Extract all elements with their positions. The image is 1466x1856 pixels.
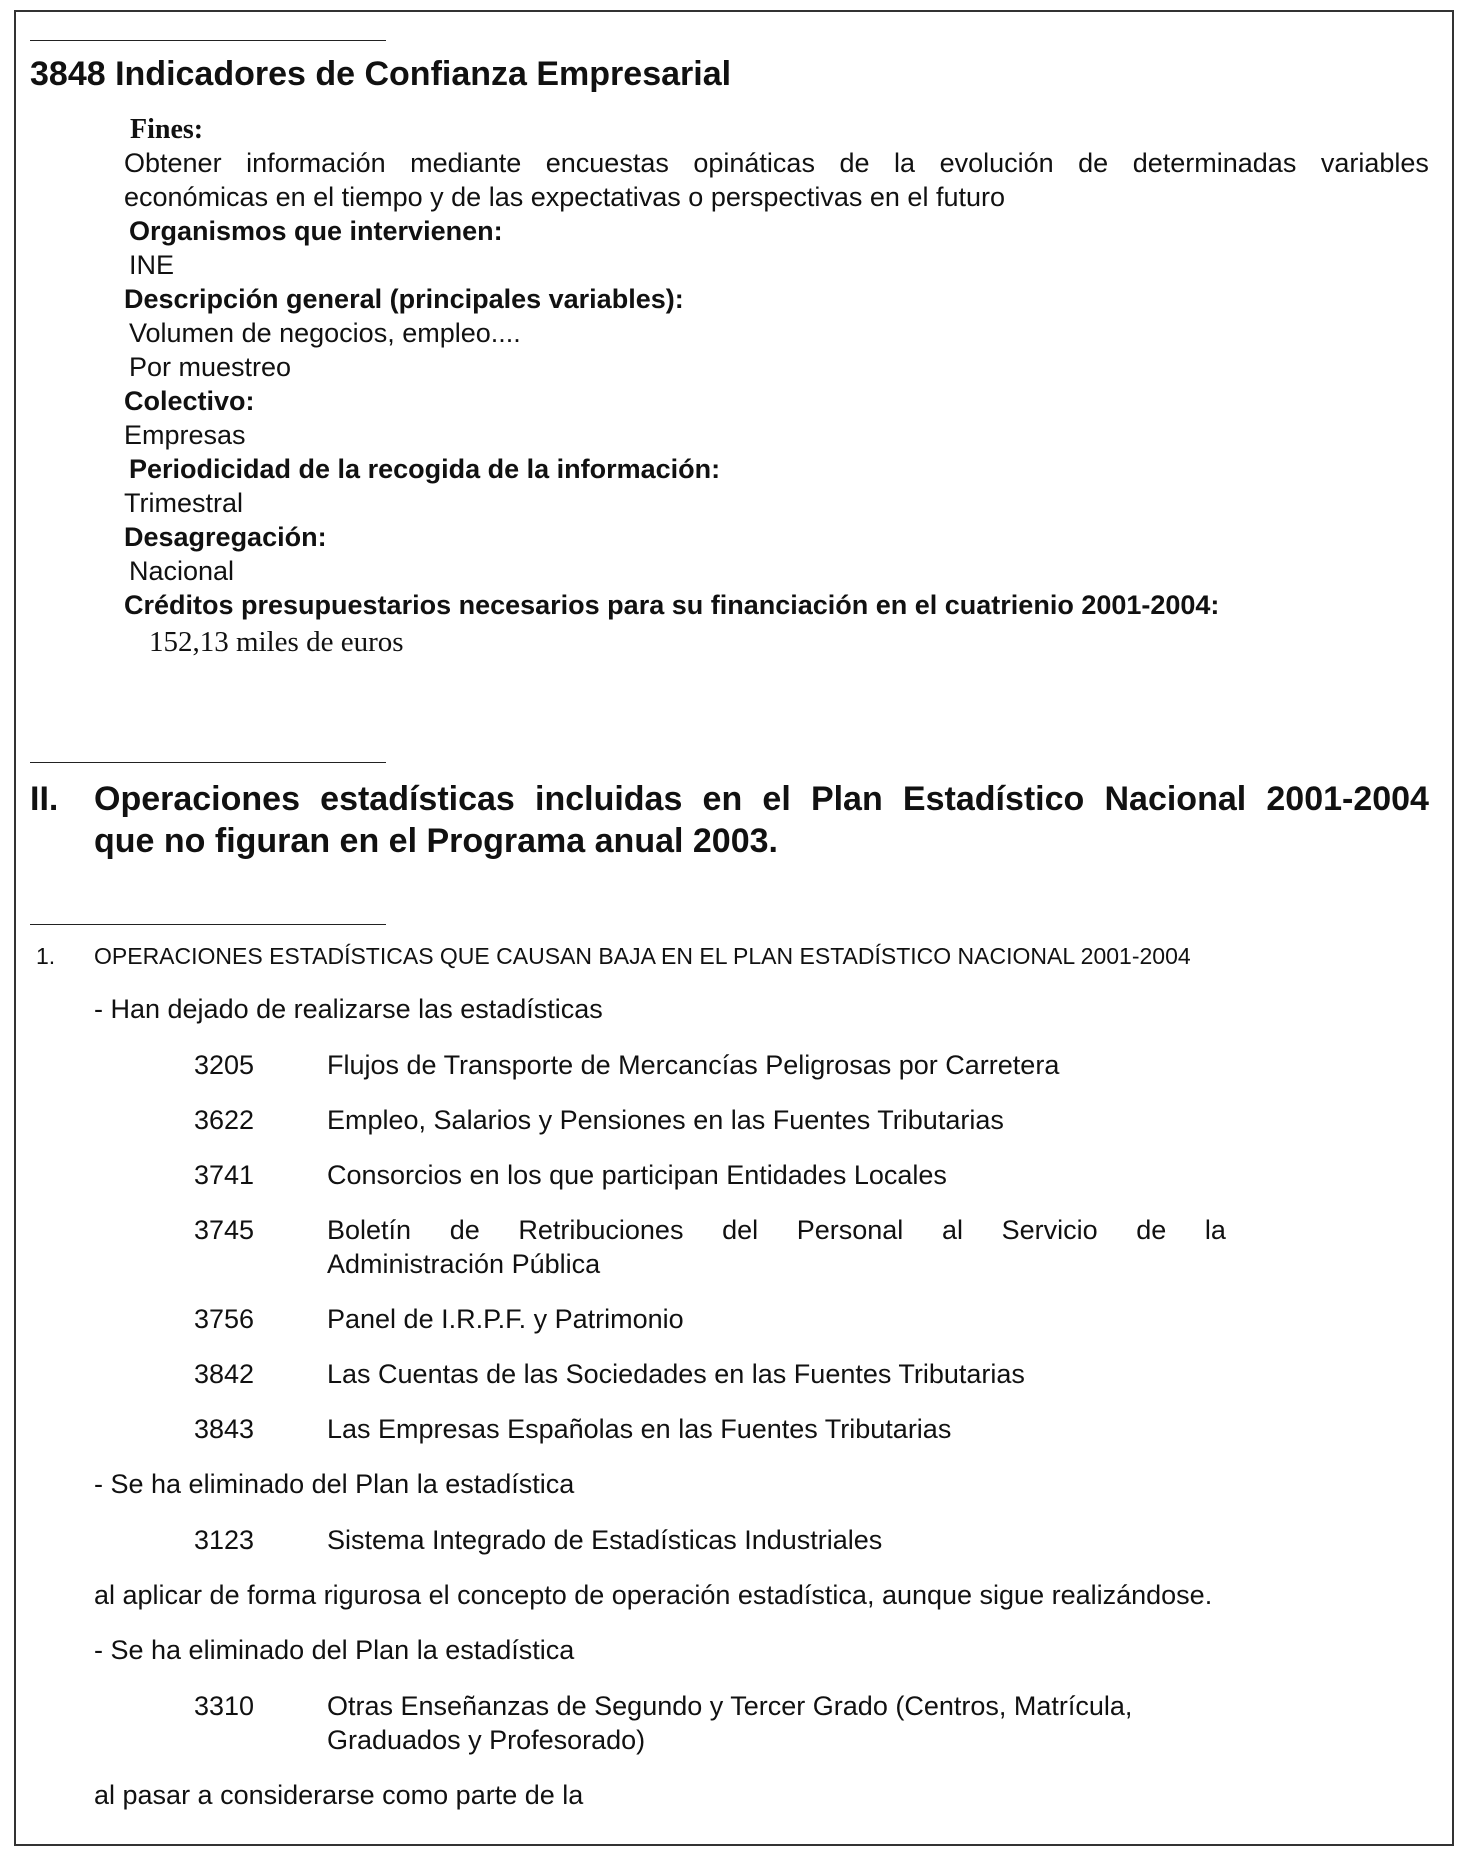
intro-text: - Se ha eliminado del Plan la estadística — [94, 1635, 575, 1665]
item-title-line2: Graduados y Profesorado) — [327, 1725, 646, 1755]
word: en — [702, 780, 743, 818]
creditos-label: Créditos presupuestarios necesarios para su financiación en el cuatrienio 2001-2004: — [124, 590, 1220, 620]
word: de — [1136, 1215, 1167, 1245]
descripcion-label: Descripción general (principales variables): — [124, 284, 684, 314]
item-title: Flujos de Transporte de Mercancías Peligrosas por Carretera — [327, 1050, 1060, 1080]
colectivo-value: Empresas — [124, 420, 246, 450]
section-heading: OPERACIONES ESTADÍSTICAS QUE CAUSAN BAJA EN EL PLAN ESTADÍSTICO NACIONAL 2001-2004 — [94, 943, 1191, 969]
section-number: II. — [30, 780, 59, 818]
note-text: al aplicar de forma rigurosa el concepto de operación estadística, aunque sigue realizándose. — [94, 1580, 1213, 1610]
creditos-value: 152,13 miles de euros — [149, 626, 404, 658]
word: Operaciones — [94, 780, 300, 818]
word: de — [1078, 148, 1109, 178]
item-title: Consorcios en los que participan Entidades Locales — [327, 1160, 947, 1190]
word: variables — [1320, 148, 1429, 178]
periodicidad-label: Periodicidad de la recogida de la información: — [129, 454, 721, 484]
word: Servicio — [1001, 1215, 1098, 1245]
item-title: Las Empresas Españolas en las Fuentes Tributarias — [327, 1414, 952, 1444]
separator-rule — [30, 762, 386, 763]
item-code: 3205 — [194, 1050, 255, 1080]
word: del — [722, 1215, 759, 1245]
section-title: 3848 Indicadores de Confianza Empresarial — [30, 55, 732, 93]
note-text: al pasar a considerarse como parte de la — [94, 1780, 584, 1810]
word: incluidas — [535, 780, 683, 818]
item-code: 3842 — [194, 1359, 255, 1389]
item-code: 3745 — [194, 1215, 255, 1245]
word: evolución — [939, 148, 1054, 178]
word: la — [1204, 1215, 1226, 1245]
item-title: Sistema Integrado de Estadísticas Industriales — [327, 1525, 883, 1555]
desagregacion-value: Nacional — [129, 556, 235, 586]
word: información — [246, 148, 386, 178]
word: al — [941, 1215, 963, 1245]
word: mediante — [410, 148, 522, 178]
organismos-value: INE — [129, 250, 175, 280]
colectivo-label: Colectivo: — [124, 386, 255, 416]
desagregacion-label: Desagregación: — [124, 522, 327, 552]
item-title: Empleo, Salarios y Pensiones en las Fuentes Tributarias — [327, 1105, 1004, 1135]
section-title-line2: que no figuran en el Programa anual 2003. — [94, 822, 778, 860]
descripcion-value-2: Por muestreo — [129, 352, 292, 382]
organismos-label: Organismos que intervienen: — [129, 216, 503, 246]
intro-text: - Se ha eliminado del Plan la estadística — [94, 1469, 575, 1499]
word: determinadas — [1132, 148, 1297, 178]
item-code: 3843 — [194, 1414, 255, 1444]
fines-text-line2: económicas en el tiempo y de las expectativas o perspectivas en el futuro — [124, 182, 1005, 212]
word: estadísticas — [320, 780, 515, 818]
word: Nacional — [1104, 780, 1247, 818]
item-title-line1 — [327, 1215, 1226, 1246]
word: la — [894, 148, 916, 178]
word: Estadístico — [902, 780, 1085, 818]
item-code: 3622 — [194, 1105, 255, 1135]
periodicidad-value: Trimestral — [124, 488, 243, 518]
item-code: 3756 — [194, 1304, 255, 1334]
word: el — [762, 780, 791, 818]
list-number: 1. — [36, 943, 56, 969]
word: de — [449, 1215, 480, 1245]
item-code: 3123 — [194, 1525, 255, 1555]
fines-text-line1 — [124, 148, 1429, 179]
section-title-line1 — [94, 780, 1429, 819]
word: Personal — [796, 1215, 904, 1245]
item-code: 3310 — [194, 1691, 255, 1721]
word: opináticas — [693, 148, 815, 178]
word: Retribuciones — [518, 1215, 684, 1245]
fines-label: Fines: — [130, 114, 204, 145]
item-title: Panel de I.R.P.F. y Patrimonio — [327, 1304, 684, 1334]
descripcion-value-1: Volumen de negocios, empleo.... — [129, 318, 521, 348]
word: de — [839, 148, 870, 178]
item-title: Las Cuentas de las Sociedades en las Fuentes Tributarias — [327, 1359, 1025, 1389]
item-title-line2: Administración Pública — [327, 1249, 601, 1279]
word: Plan — [810, 780, 883, 818]
item-title-line1: Otras Enseñanzas de Segundo y Tercer Grado (Centros, Matrícula, — [327, 1691, 1133, 1721]
separator-rule — [30, 40, 386, 41]
word: Obtener — [124, 148, 222, 178]
intro-text: - Han dejado de realizarse las estadísticas — [94, 994, 603, 1024]
word: Boletín — [327, 1215, 412, 1245]
word: 2001-2004 — [1266, 780, 1429, 818]
separator-rule — [30, 924, 386, 925]
item-code: 3741 — [194, 1160, 255, 1190]
word: encuestas — [545, 148, 669, 178]
